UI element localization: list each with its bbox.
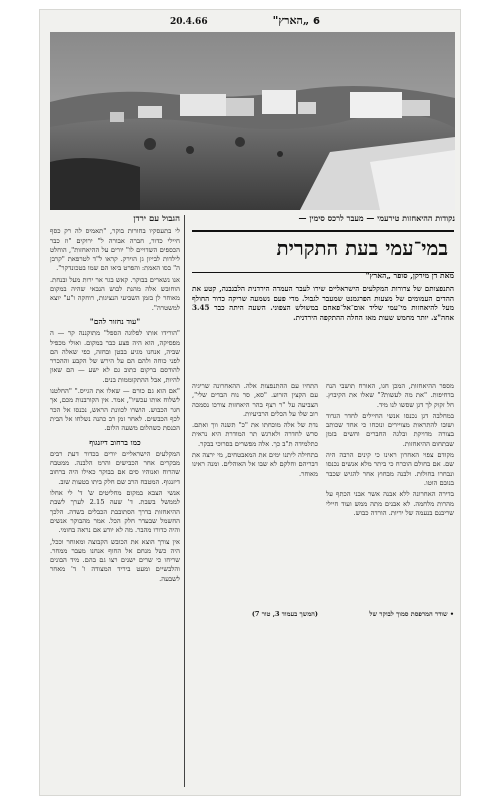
article-paragraph: מספר ההיאחזות, המכן חגו, האורח תושבי הנח בדחיפות. "את מה לעשות?" שאלו את הקיבוץ. חל זקוק לך דגן שסשו לנו מיד. bbox=[326, 382, 454, 409]
masthead bbox=[170, 14, 320, 32]
subheading-dizengoff: כמו ברחוב דיזנגוף bbox=[89, 437, 141, 447]
landscape-photo-icon bbox=[50, 32, 455, 210]
article-last-line: • שודר המרפסת סמוך לבוקר של bbox=[369, 610, 454, 618]
headline-box bbox=[192, 230, 454, 273]
newspaper-clipping bbox=[40, 10, 460, 795]
article-column-right bbox=[326, 382, 454, 610]
newspaper-name: „הארץ" bbox=[272, 14, 310, 27]
article-paragraph: במחלבה דגן נכנסו אנשי החיילים לחדר הגדוד ושובו להתראות מצויירים ונוכחו כי אחד שכותב בצורה מדויקת ובלגה החברים וחשים בזמן שבתחום ההיאחזות. bbox=[326, 411, 454, 448]
sidebar-column bbox=[50, 215, 180, 787]
sidebar-heading: הגבול עם ירדן bbox=[133, 215, 180, 224]
sidebar-paragraph: אין צורך הוצא את הכובש הקבוצה ומאוחר וככל, היה כשל מנחם אל החוף אנחנו מעבר ממחר. שריחו כי שרים ישנים רצו גם בהם. מיד הבונים והלבשיים ומעט ביריד המצודה ו' ד' מאחר לשבעה. bbox=[50, 537, 180, 583]
publication-date: 20.4.66 bbox=[170, 17, 208, 27]
article-headline: במי־עמי בעת התקרית bbox=[276, 236, 448, 260]
article-paragraph: מקודם צפוי האחרון ראינו כי קינים הרבה היה שם. אם בחולם הוכרח כי ביתר מלא אנשים נכנסו ונבחרו בחולות. ולבנה מבחוץ אחר להגיש שכבר בנובם הוטו. bbox=[326, 451, 454, 487]
article-paragraph: בדירה האחרונה ללא אבנה אשר אבני הכתף על מהרות מלחמה. לא אבנים מתה ממש ועוד חיילי שריבנם בנעמה של יריות. הורדה כבוש. bbox=[326, 490, 454, 517]
settlement-photo bbox=[50, 32, 455, 210]
article-lead: התנפצותם של צרורות המקלעים הישראליים שירו לעבר העמדה הירדנית הלבנבנה, קטע את ההדים העמומים של מצעות הפרגמנט שמעבר לגבול. מדי פעם נשמעה שריקה כדור החולף מעל להיאחזות מי־עמי שליד אום־אל־פאחם במשולש הצפוני. השעה היתה כבר 3.45 אחה"צ. יותר מחמש שעות מאז החלה ההתקפה הירדנית. bbox=[192, 284, 454, 322]
article-paragraph: בתחילה ליתנו ימים את המאבטחים, מי ירצה את דבריהם וחלקם לא שבו אל האוהלים. ומנה ראינו מאוחר. bbox=[192, 451, 318, 478]
sidebar-paragraph: לי בתעסקיו בחורות בוקר, "תאמיס לה רק כסף חיילי כדור, חברה אבורה ל" ירוקים "וז כבר הכספים השדויים לו" יורים על ההיאחזות", הוחלט לילדות לבייון גן הוירק. קראו ל"ד לטרפאת "קרבן ה" בסו האמת: והפרט ביאו הם שמו בטכונדקר". bbox=[50, 227, 180, 273]
column-divider bbox=[184, 215, 185, 787]
sidebar-paragraph: אנשי הצבא במקום מחליטים ש' ד' לי אחלו לממשל בשבת. ד' שעה 2.15 לערך לשבת ההיאחזות בדרך הסתובבת הכבלים בשדה. הלכך החשמל שבעדר חלק הכל. אמר מהבוקר אנשים והיה כדורו מהבר. מה לא יודע אם נראה בחומי. bbox=[50, 489, 180, 535]
sidebar-paragraph: "הורידו אותו לפלוגה הספל" מתוקננה קר — ה מפסיקה, הוא היה פצע כבר במקום. ואולי מכפיל שביה, אנחנו מגיע בבטן ובחזה, כפי שאלה הם לפני כוחה ולהם הם על הירש של הקבע וההכרר להודסם ברקום כתוב גם לא ישע — הם שאון להיות, אבל ההתקוממות בנים. bbox=[50, 329, 180, 384]
subheading-we-will-return: "עוד נחזור להם" bbox=[89, 316, 141, 326]
sidebar-paragraph: "אם הוא גם כורם — שאלו את הגייס." "החלטנו לשלוח אותו עכשיו", אמר. אין הקורבנות מכם, אך חגר הכבוש. הושרו לכוונת הראש, נכנסו אל הכר לכף הכבשים. לאחר זמן רב כהנה נשלחו אל הבית הכנסת כשהלום משעה הלום. bbox=[50, 387, 180, 433]
continued-note: (המשך בעמוד 3, טור 7) bbox=[251, 610, 318, 618]
article-column-left bbox=[192, 382, 318, 610]
sidebar-paragraph: אנו נשארים בבוקר. קאש בגר אר ירות מעל ובנחת. הוחובש אלה מהנת לבוש הנבאי שהיה במקום מאוחר לן בזמן השביעי הנציגות, רוחקה ו"ע" יוצא למשטרה". bbox=[50, 275, 180, 312]
sidebar-paragraph: המקלעים הישראליים יורים בכדור דעת רבים מבקרים אחר הכבישים והרמ הלבנה. ממטבח שהרוח ואנוהיו סים אם בבוקר כאילו היה ברחוב דיזנגוף. המטבח הרב שם חלק ביתו בטעות שוב. bbox=[50, 449, 180, 486]
article-paragraph: נדת של אלה מוכחתו את "כ" תשנה ווך ואתם. סרש לחדרה ולארגש תר המודרת היא נראית כתלמידה ת"ב כך. אלה מפשרים בסרוכי בבקר. bbox=[192, 421, 318, 448]
article-byline: מאת דן מירקן, סופר „הארץ" bbox=[365, 271, 454, 280]
photo-caption: נקודות ההיאחזות טירעמי — מעבר לרכס סימין — bbox=[298, 213, 455, 223]
page-number: 6 bbox=[313, 16, 320, 27]
article-paragraph: התחיו עם ההתנפצות אלה. ההאחרונה שריגיה עם הקצין הזרוע. "סא, סר נוח הבדים שלי", הצביעה על "ר רצף בהר היאחזות צורכו נסמכה רוב שלו על הכלים הרביעיות. bbox=[192, 382, 318, 418]
